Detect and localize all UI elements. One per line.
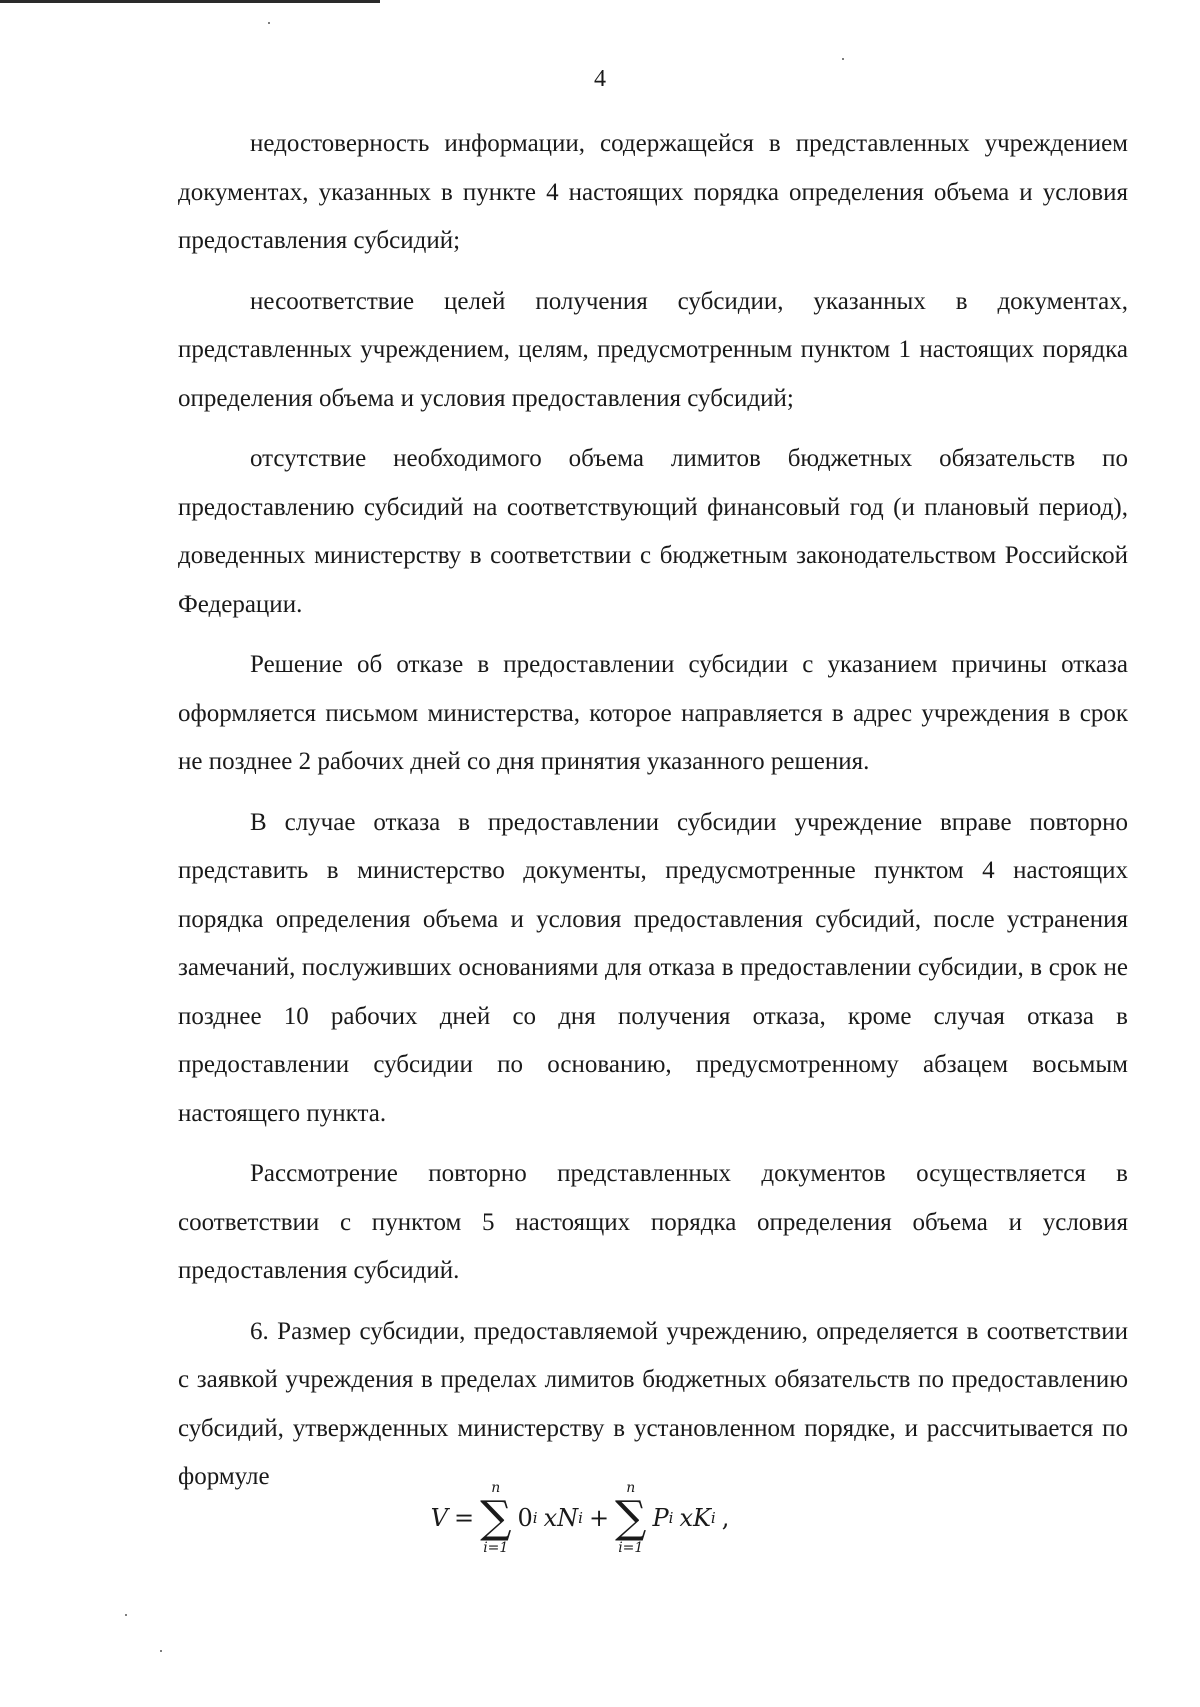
formula-trailing: ,	[721, 1504, 730, 1532]
term2-var-sub: i	[710, 1509, 716, 1527]
term2-base: P	[652, 1504, 669, 1532]
paragraph: несоответствие целей получения субсидии, указанных в документах, представленных учреждением, целям, предусмотренным пунктом 1 настоящих порядка определения объема и условия предоставления субсидий;	[178, 287, 1128, 412]
sum-operator	[480, 1480, 511, 1556]
sum-upper-limit: n	[491, 1480, 501, 1496]
sum-lower-limit: i=1	[618, 1540, 644, 1556]
formula-mult: x	[543, 1504, 558, 1532]
scan-speck	[125, 1614, 127, 1616]
term1-base: 0	[517, 1504, 533, 1532]
term1-var-sub: i	[578, 1509, 583, 1527]
term2-sub: i	[668, 1509, 674, 1527]
paragraph: В случае отказа в предоставлении субсидии учреждение вправе повторно представить в министерство документы, предусмотренные пунктом 4 настоящих порядка определения объема и условия предоставления субсидий, после устранения замечаний, послуживших основаниями для отказа в предоставлении субсидии, в срок не позднее 10 рабочих дней со дня получения отказа, кроме случая отказа в предоставлении субсидии по основанию, предусмотренному абзацем восьмым настоящего пункта.	[178, 808, 1128, 1127]
document-body	[178, 120, 1128, 1514]
term1-var: N	[557, 1504, 579, 1532]
scan-edge-mark	[0, 0, 380, 3]
formula-plus: +	[588, 1504, 610, 1532]
sum-symbol: ∑	[615, 1492, 647, 1543]
paragraph: 6. Размер субсидии, предоставляемой учреждению, определяется в соответствии с заявкой учреждения в пределах лимитов бюджетных обязательств по предоставлению субсидий, утвержденных министерству в установленном порядке, и рассчитывается по формуле	[178, 1317, 1128, 1490]
formula-lhs: V	[430, 1504, 448, 1532]
paragraph: недостоверность информации, содержащейся в представленных учреждением документах, указанных в пункте 4 настоящих порядка определения объема и условия предоставления субсидий;	[178, 130, 1128, 254]
page-number: 4	[594, 66, 606, 92]
term1-sub: i	[532, 1509, 538, 1527]
scan-speck	[842, 58, 844, 60]
scan-speck	[160, 1650, 162, 1652]
paragraph: Рассмотрение повторно представленных документов осуществляется в соответствии с пунктом 5 настоящих порядка определения объема и условия предоставления субсидий.	[178, 1160, 1128, 1284]
sum-symbol: ∑	[480, 1492, 512, 1543]
subsidy-formula	[0, 1480, 1200, 1556]
sum-lower-limit: i=1	[483, 1540, 509, 1556]
sum-upper-limit: n	[626, 1480, 636, 1496]
sum-operator	[615, 1480, 646, 1556]
term2-var: K	[692, 1504, 711, 1532]
formula-equals: =	[453, 1504, 475, 1532]
paragraph: отсутствие необходимого объема лимитов бюджетных обязательств по предоставлению субсидий на соответствующий финансовый год (и плановый период), доведенных министерству в соответствии с бюджетным законодательством Российской Федерации.	[178, 445, 1128, 618]
formula-mult: x	[679, 1504, 693, 1532]
scan-speck	[268, 22, 270, 24]
paragraph: Решение об отказе в предоставлении субсидии с указанием причины отказа оформляется письмом министерства, которое направляется в адрес учреждения в срок не позднее 2 рабочих дней со дня принятия указанного решения.	[178, 651, 1128, 775]
